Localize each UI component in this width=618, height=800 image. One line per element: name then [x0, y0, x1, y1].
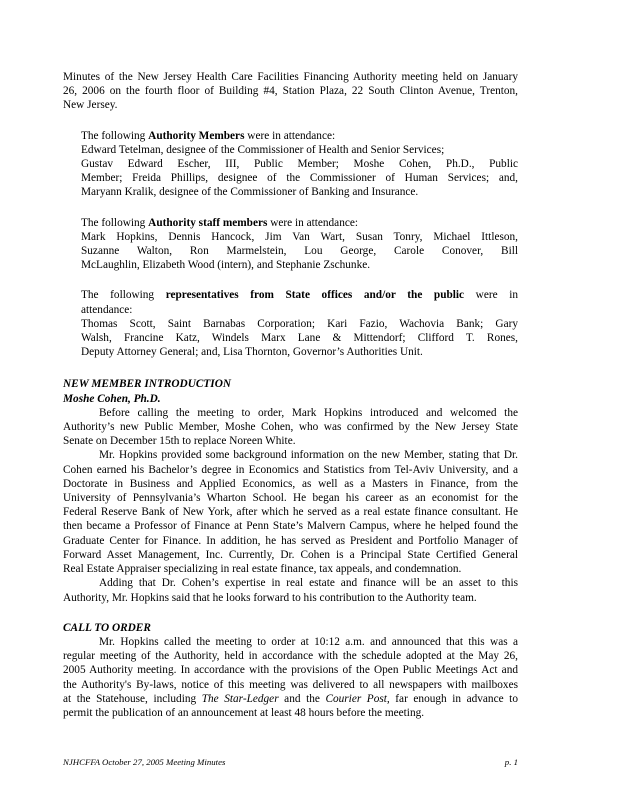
public-heading-line: The following representatives from State offices and/or the public were in — [81, 289, 518, 302]
paragraph-line: Forward Asset Management, Inc. Currently, Dr. Cohen is a Principal State Certified General — [63, 548, 518, 561]
members-label: Authority Members — [148, 129, 245, 142]
paragraph-line: Real Estate Appraiser specializing in real estate finance, tax appeals, and condemnation. — [63, 563, 462, 576]
intro-line: 26, 2006 on the fourth floor of Building #4, Station Plaza, 22 South Clinton Avenue, Trenton, — [63, 85, 518, 98]
paragraph-line: then became a Professor of Finance at Penn State’s Malvern Campus, where he helped found the — [63, 520, 518, 533]
newspaper-title: The Star-Ledger — [201, 692, 279, 705]
public-label: representatives from State offices and/or the public — [165, 289, 465, 302]
public-line: Walsh, Francine Katz, Windels Marx Lane & Mittendorf; Clifford T. Rones, — [81, 332, 518, 345]
staff-attendance — [81, 216, 518, 273]
new-member-paragraph-1 — [63, 406, 518, 449]
paragraph-line: Cohen earned his Bachelor’s degree in Economics and Statistics from Tel-Aviv University, and a — [63, 463, 518, 476]
paragraph-line: Doctorate in Business and Applied Economics, as well as a Masters in Finance, from the — [63, 477, 518, 490]
members-line: Member; Freida Phillips, designee of the Commissioner of Human Services; and, — [81, 172, 518, 185]
new-member-section — [63, 377, 518, 604]
members-line: Gustav Edward Escher, III, Public Member; Moshe Cohen, Ph.D., Public — [81, 158, 518, 171]
new-member-heading: NEW MEMBER INTRODUCTION — [63, 378, 232, 391]
newspaper-title: Courier Post, — [325, 692, 390, 705]
intro-line: Minutes of the New Jersey Health Care Facilities Financing Authority meeting held on January — [63, 71, 518, 83]
staff-label: Authority staff members — [148, 216, 268, 229]
call-to-order-section — [63, 621, 518, 720]
paragraph-line: regular meeting of the Authority, held in accordance with the schedule adopted at the May 26, — [63, 650, 518, 663]
members-line: Maryann Kralik, designee of the Commissioner of Banking and Insurance. — [81, 186, 419, 199]
new-member-paragraph-3 — [63, 576, 518, 604]
paragraph-line: the Authority's By-laws, notice of this meeting was delivered to all newspapers with mailboxes — [63, 678, 518, 691]
staff-line: Suzanne Walton, Ron Marmelstein, Lou George, Carole Conover, Bill — [81, 245, 518, 258]
paragraph-line: Before calling the meeting to order, Mark Hopkins introduced and welcomed the — [99, 406, 518, 419]
paragraph-line: Federal Reserve Bank of New York, after which he served as a real estate finance consultant. He — [63, 506, 518, 519]
page-footer — [63, 757, 518, 768]
minutes-page — [63, 70, 518, 720]
public-line: Thomas Scott, Saint Barnabas Corporation; Kari Fazio, Wachovia Bank; Gary — [81, 317, 518, 330]
intro-line: New Jersey. — [63, 99, 118, 112]
paragraph-line: Adding that Dr. Cohen’s expertise in real estate and finance will be an asset to this — [99, 577, 518, 590]
footer-title: NJHCFFA October 27, 2005 Meeting Minutes — [63, 757, 226, 767]
paragraph-line: Mr. Hopkins provided some background information on the new Member, stating that Dr. — [99, 449, 518, 462]
public-line: attendance: — [81, 303, 133, 316]
intro-paragraph — [63, 70, 518, 113]
paragraph-line: Senate on December 15th to replace Noreen White. — [63, 435, 296, 448]
call-to-order-paragraph — [63, 635, 518, 720]
paragraph-line: Graduate Center for Finance. In addition, he has served as President and Portfolio Manager of — [63, 534, 518, 547]
staff-heading-line: The following Authority staff members were in attendance: — [81, 216, 359, 229]
members-line: Edward Tetelman, designee of the Commissioner of Health and Senior Services; — [81, 143, 445, 156]
paragraph-line: 2005 Authority meeting. In accordance with the provisions of the Open Public Meetings Act and — [63, 664, 518, 677]
staff-line: McLaughlin, Elizabeth Wood (intern), and Stephanie Zschunke. — [81, 259, 371, 272]
new-member-subheading: Moshe Cohen, Ph.D. — [63, 392, 161, 405]
staff-line: Mark Hopkins, Dennis Hancock, Jim Van Wart, Susan Tonry, Michael Ittleson, — [81, 230, 518, 243]
new-member-paragraph-2 — [63, 448, 518, 576]
public-attendance — [81, 288, 518, 359]
public-line: Deputy Attorney General; and, Lisa Thornton, Governor’s Authorities Unit. — [81, 346, 423, 359]
paragraph-line: at the Statehouse, including The Star-Ledger and the Courier Post, far enough in advance to — [63, 692, 518, 705]
page-number: p. 1 — [504, 757, 518, 767]
paragraph-line: Mr. Hopkins called the meeting to order at 10:12 a.m. and announced that this was a — [99, 635, 518, 648]
paragraph-line: Authority, Mr. Hopkins said that he looks forward to his contribution to the Authority team. — [63, 591, 477, 604]
paragraph-line: University of Pennsylvania’s Wharton School. He began his career as an economist for the — [63, 492, 518, 505]
members-heading-line: The following Authority Members were in attendance: — [81, 129, 336, 142]
paragraph-line: Authority’s new Public Member, Moshe Cohen, who was confirmed by the New Jersey State — [63, 421, 518, 434]
paragraph-line: permit the publication of an announcement at least 48 hours before the meeting. — [63, 706, 425, 719]
members-attendance — [81, 129, 518, 200]
call-to-order-heading: CALL TO ORDER — [63, 621, 151, 634]
